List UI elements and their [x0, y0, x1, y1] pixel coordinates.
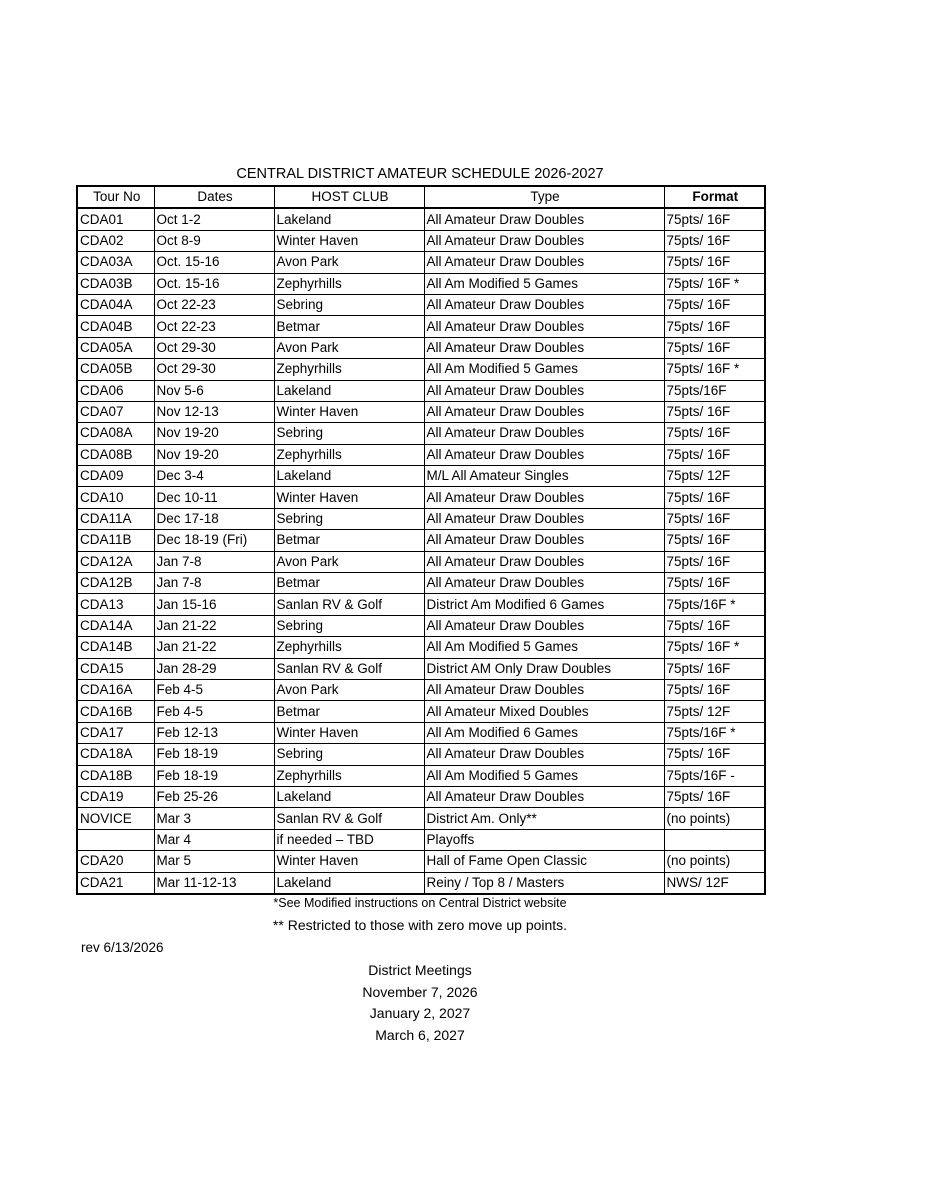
cell-type: All Amateur Draw Doubles: [424, 530, 664, 551]
cell-dates: Mar 11-12-13: [154, 872, 274, 894]
cell-type: All Am Modified 5 Games: [424, 273, 664, 294]
cell-tour-no: CDA09: [77, 466, 154, 487]
table-row: [77, 294, 765, 315]
cell-host-club: Betmar: [274, 573, 424, 594]
cell-type: All Amateur Draw Doubles: [424, 316, 664, 337]
cell-tour-no: CDA16A: [77, 679, 154, 700]
footnote-restricted: ** Restricted to those with zero move up points.: [272, 917, 568, 933]
cell-type: All Amateur Draw Doubles: [424, 423, 664, 444]
cell-type: All Am Modified 5 Games: [424, 359, 664, 380]
cell-dates: Oct 22-23: [154, 316, 274, 337]
cell-format: 75pts/16F -: [664, 765, 765, 786]
column-header-host-club: HOST CLUB: [274, 186, 424, 208]
cell-host-club: Lakeland: [274, 786, 424, 807]
table-row: [77, 230, 765, 251]
cell-format: 75pts/ 12F: [664, 701, 765, 722]
cell-dates: Dec 10-11: [154, 487, 274, 508]
cell-tour-no: CDA03B: [77, 273, 154, 294]
cell-dates: Jan 21-22: [154, 637, 274, 658]
cell-dates: Oct 22-23: [154, 294, 274, 315]
cell-host-club: Lakeland: [274, 466, 424, 487]
table-row: [77, 722, 765, 743]
cell-dates: Feb 4-5: [154, 679, 274, 700]
cell-format: 75pts/ 16F: [664, 294, 765, 315]
table-row: [77, 679, 765, 700]
cell-host-club: Lakeland: [274, 208, 424, 230]
cell-format: 75pts/ 16F *: [664, 273, 765, 294]
cell-tour-no: CDA14A: [77, 615, 154, 636]
cell-type: All Amateur Draw Doubles: [424, 679, 664, 700]
cell-type: All Amateur Draw Doubles: [424, 573, 664, 594]
table-row: [77, 380, 765, 401]
cell-format: (no points): [664, 851, 765, 872]
cell-format: 75pts/ 16F *: [664, 637, 765, 658]
cell-dates: Oct 8-9: [154, 230, 274, 251]
table-row: [77, 487, 765, 508]
cell-type: All Am Modified 6 Games: [424, 722, 664, 743]
table-row: [77, 530, 765, 551]
cell-dates: Mar 5: [154, 851, 274, 872]
cell-host-club: Winter Haven: [274, 230, 424, 251]
table-row: [77, 808, 765, 829]
cell-host-club: Betmar: [274, 530, 424, 551]
cell-format: 75pts/ 16F: [664, 615, 765, 636]
cell-format: 75pts/ 16F: [664, 658, 765, 679]
cell-tour-no: CDA08B: [77, 444, 154, 465]
table-row: [77, 316, 765, 337]
cell-type: All Am Modified 5 Games: [424, 765, 664, 786]
cell-dates: Jan 15-16: [154, 594, 274, 615]
cell-format: 75pts/ 16F: [664, 401, 765, 422]
cell-format: 75pts/ 16F: [664, 423, 765, 444]
column-header-tour-no: Tour No: [77, 186, 154, 208]
table-row: [77, 594, 765, 615]
cell-format: 75pts/ 16F: [664, 252, 765, 273]
revision-date: rev 6/13/2026: [81, 940, 164, 955]
cell-dates: Oct 29-30: [154, 337, 274, 358]
cell-dates: Jan 21-22: [154, 615, 274, 636]
cell-type: All Amateur Draw Doubles: [424, 208, 664, 230]
cell-type: All Amateur Draw Doubles: [424, 508, 664, 529]
cell-format: 75pts/16F *: [664, 594, 765, 615]
table-row: [77, 466, 765, 487]
cell-tour-no: CDA02: [77, 230, 154, 251]
cell-tour-no: CDA05A: [77, 337, 154, 358]
cell-type: District Am Modified 6 Games: [424, 594, 664, 615]
cell-tour-no: CDA10: [77, 487, 154, 508]
cell-format: 75pts/ 16F *: [664, 359, 765, 380]
cell-tour-no: CDA04B: [77, 316, 154, 337]
cell-tour-no: CDA01: [77, 208, 154, 230]
column-header-format: Format: [664, 186, 765, 208]
cell-host-club: Zephyrhills: [274, 765, 424, 786]
cell-format: 75pts/16F *: [664, 722, 765, 743]
cell-dates: Feb 12-13: [154, 722, 274, 743]
cell-tour-no: CDA13: [77, 594, 154, 615]
cell-type: All Amateur Draw Doubles: [424, 401, 664, 422]
cell-format: 75pts/ 16F: [664, 487, 765, 508]
cell-type: All Amateur Draw Doubles: [424, 744, 664, 765]
cell-type: All Am Modified 5 Games: [424, 637, 664, 658]
cell-format: 75pts/ 16F: [664, 551, 765, 572]
cell-format: 75pts/ 16F: [664, 508, 765, 529]
cell-type: All Amateur Draw Doubles: [424, 380, 664, 401]
cell-tour-no: CDA16B: [77, 701, 154, 722]
cell-type: District AM Only Draw Doubles: [424, 658, 664, 679]
cell-format: 75pts/ 16F: [664, 230, 765, 251]
cell-dates: Mar 3: [154, 808, 274, 829]
cell-type: All Amateur Draw Doubles: [424, 551, 664, 572]
meeting-date: January 2, 2027: [369, 1005, 471, 1021]
cell-dates: Dec 18-19 (Fri): [154, 530, 274, 551]
cell-tour-no: CDA19: [77, 786, 154, 807]
cell-host-club: Sebring: [274, 423, 424, 444]
cell-tour-no: CDA15: [77, 658, 154, 679]
meeting-date: November 7, 2026: [362, 983, 478, 1000]
cell-type: District Am. Only**: [424, 808, 664, 829]
cell-host-club: Betmar: [274, 316, 424, 337]
cell-type: All Amateur Draw Doubles: [424, 252, 664, 273]
cell-format: [664, 829, 765, 850]
table-row: [77, 851, 765, 872]
header-row: [77, 186, 765, 208]
cell-tour-no: CDA11B: [77, 530, 154, 551]
meetings-heading: District Meetings: [368, 962, 472, 978]
cell-format: 75pts/ 16F: [664, 530, 765, 551]
table-row: [77, 401, 765, 422]
cell-format: 75pts/ 16F: [664, 208, 765, 230]
cell-type: All Amateur Draw Doubles: [424, 615, 664, 636]
table-row: [77, 573, 765, 594]
schedule-body: [77, 208, 765, 894]
cell-tour-no: CDA18B: [77, 765, 154, 786]
cell-host-club: Sanlan RV & Golf: [274, 808, 424, 829]
cell-dates: Jan 7-8: [154, 551, 274, 572]
table-row: [77, 658, 765, 679]
table-row: [77, 273, 765, 294]
table-row: [77, 252, 765, 273]
schedule-title: CENTRAL DISTRICT AMATEUR SCHEDULE 2026-2027: [236, 166, 604, 182]
cell-format: 75pts/ 16F: [664, 786, 765, 807]
cell-format: 75pts/16F: [664, 380, 765, 401]
meeting-date: March 6, 2027: [375, 1026, 465, 1043]
cell-dates: Oct 29-30: [154, 359, 274, 380]
table-row: [77, 615, 765, 636]
cell-format: NWS/ 12F: [664, 872, 765, 894]
cell-format: 75pts/ 12F: [664, 466, 765, 487]
cell-dates: Oct. 15-16: [154, 273, 274, 294]
cell-dates: Nov 5-6: [154, 380, 274, 401]
cell-host-club: Winter Haven: [274, 401, 424, 422]
table-row: [77, 765, 765, 786]
cell-host-club: if needed – TBD: [274, 829, 424, 850]
column-header-dates: Dates: [154, 186, 274, 208]
cell-tour-no: CDA05B: [77, 359, 154, 380]
cell-host-club: Sebring: [274, 294, 424, 315]
table-row: [77, 444, 765, 465]
cell-host-club: Lakeland: [274, 380, 424, 401]
cell-tour-no: CDA04A: [77, 294, 154, 315]
table-row: [77, 786, 765, 807]
cell-dates: Feb 18-19: [154, 765, 274, 786]
cell-tour-no: CDA08A: [77, 423, 154, 444]
cell-format: 75pts/ 16F: [664, 744, 765, 765]
cell-dates: Jan 28-29: [154, 658, 274, 679]
cell-type: All Amateur Draw Doubles: [424, 337, 664, 358]
cell-host-club: Sebring: [274, 615, 424, 636]
schedule-table: [76, 185, 766, 895]
cell-host-club: Sebring: [274, 508, 424, 529]
cell-host-club: Avon Park: [274, 679, 424, 700]
cell-dates: Nov 12-13: [154, 401, 274, 422]
cell-tour-no: CDA14B: [77, 637, 154, 658]
cell-tour-no: CDA12A: [77, 551, 154, 572]
cell-dates: Dec 3-4: [154, 466, 274, 487]
cell-dates: Nov 19-20: [154, 444, 274, 465]
cell-host-club: Zephyrhills: [274, 637, 424, 658]
cell-tour-no: CDA06: [77, 380, 154, 401]
cell-tour-no: CDA20: [77, 851, 154, 872]
cell-host-club: Lakeland: [274, 872, 424, 894]
footnote-modified: *See Modified instructions on Central District website: [273, 896, 567, 910]
table-row: [77, 208, 765, 230]
table-row: [77, 423, 765, 444]
district-meetings: [270, 960, 570, 1046]
cell-host-club: Winter Haven: [274, 487, 424, 508]
table-row: [77, 829, 765, 850]
cell-tour-no: CDA18A: [77, 744, 154, 765]
cell-tour-no: CDA03A: [77, 252, 154, 273]
cell-type: All Amateur Draw Doubles: [424, 487, 664, 508]
table-row: [77, 508, 765, 529]
cell-dates: Feb 25-26: [154, 786, 274, 807]
cell-tour-no: CDA17: [77, 722, 154, 743]
cell-type: Playoffs: [424, 829, 664, 850]
cell-dates: Feb 18-19: [154, 744, 274, 765]
cell-tour-no: NOVICE: [77, 808, 154, 829]
cell-format: 75pts/ 16F: [664, 337, 765, 358]
cell-host-club: Zephyrhills: [274, 359, 424, 380]
cell-host-club: Winter Haven: [274, 851, 424, 872]
table-row: [77, 744, 765, 765]
cell-host-club: Sanlan RV & Golf: [274, 658, 424, 679]
cell-dates: Oct. 15-16: [154, 252, 274, 273]
cell-host-club: Winter Haven: [274, 722, 424, 743]
cell-type: All Amateur Draw Doubles: [424, 230, 664, 251]
cell-format: (no points): [664, 808, 765, 829]
cell-dates: Feb 4-5: [154, 701, 274, 722]
cell-tour-no: [77, 829, 154, 850]
cell-tour-no: CDA12B: [77, 573, 154, 594]
cell-host-club: Zephyrhills: [274, 444, 424, 465]
cell-dates: Oct 1-2: [154, 208, 274, 230]
cell-host-club: Avon Park: [274, 337, 424, 358]
cell-format: 75pts/ 16F: [664, 316, 765, 337]
cell-dates: Jan 7-8: [154, 573, 274, 594]
cell-dates: Nov 19-20: [154, 423, 274, 444]
cell-format: 75pts/ 16F: [664, 679, 765, 700]
table-row: [77, 701, 765, 722]
cell-type: M/L All Amateur Singles: [424, 466, 664, 487]
table-row: [77, 637, 765, 658]
cell-host-club: Sebring: [274, 744, 424, 765]
column-header-type: Type: [424, 186, 664, 208]
cell-tour-no: CDA21: [77, 872, 154, 894]
cell-type: Hall of Fame Open Classic: [424, 851, 664, 872]
cell-dates: Dec 17-18: [154, 508, 274, 529]
cell-format: 75pts/ 16F: [664, 444, 765, 465]
cell-host-club: Sanlan RV & Golf: [274, 594, 424, 615]
cell-tour-no: CDA11A: [77, 508, 154, 529]
cell-host-club: Betmar: [274, 701, 424, 722]
cell-type: All Amateur Draw Doubles: [424, 444, 664, 465]
table-row: [77, 337, 765, 358]
cell-type: All Amateur Mixed Doubles: [424, 701, 664, 722]
cell-host-club: Avon Park: [274, 551, 424, 572]
cell-dates: Mar 4: [154, 829, 274, 850]
cell-type: All Amateur Draw Doubles: [424, 786, 664, 807]
cell-type: Reiny / Top 8 / Masters: [424, 872, 664, 894]
cell-host-club: Zephyrhills: [274, 273, 424, 294]
cell-type: All Amateur Draw Doubles: [424, 294, 664, 315]
cell-format: 75pts/ 16F: [664, 573, 765, 594]
cell-tour-no: CDA07: [77, 401, 154, 422]
table-row: [77, 551, 765, 572]
cell-host-club: Avon Park: [274, 252, 424, 273]
table-row: [77, 872, 765, 894]
table-row: [77, 359, 765, 380]
